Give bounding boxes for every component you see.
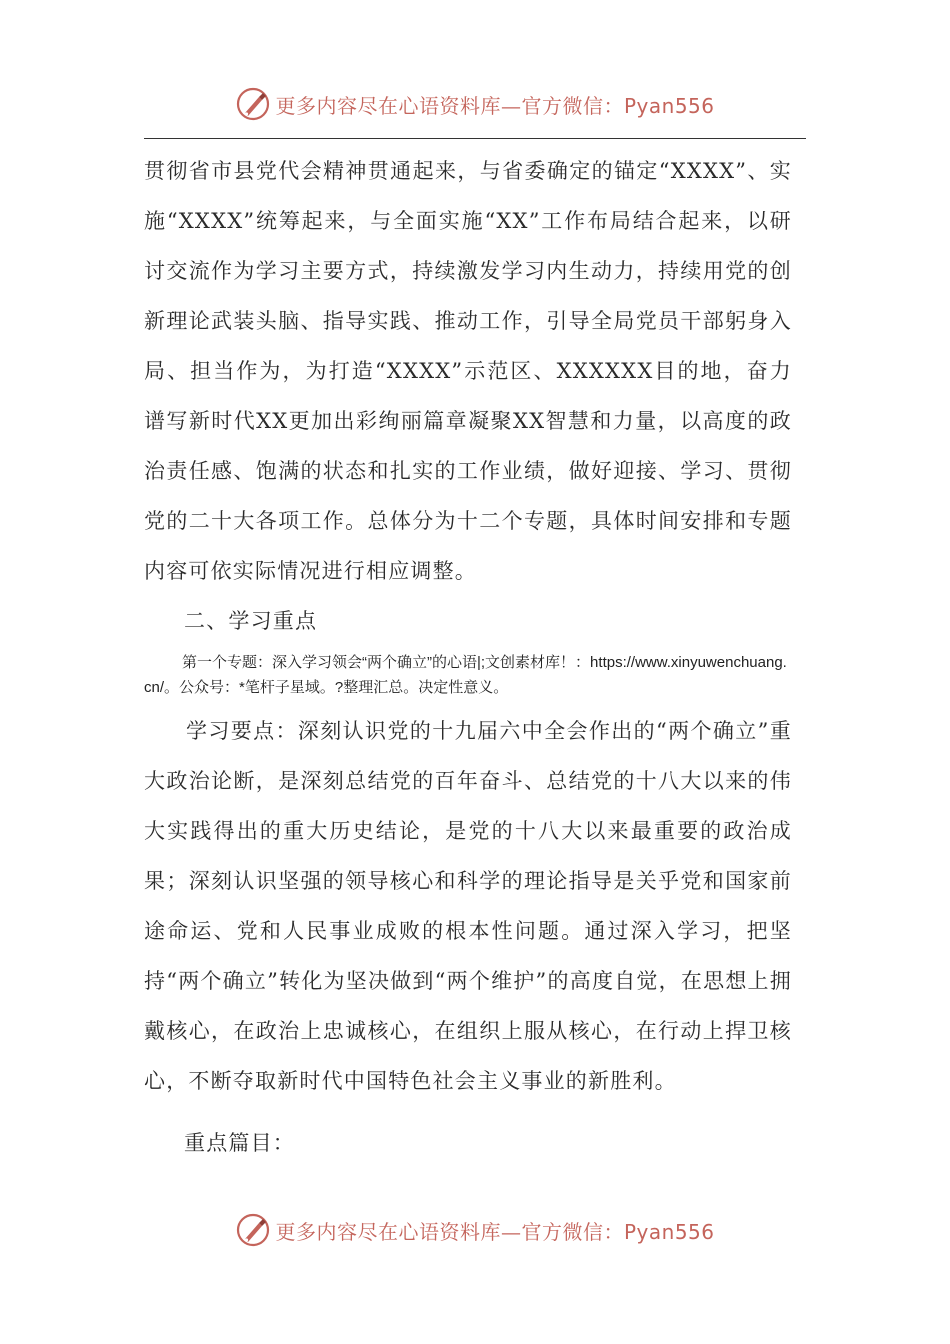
paragraph-intro: 贯彻省市县党代会精神贯通起来，与省委确定的锚定“XXXX”、实施“XXXX”统筹起来，与全面实施“XX”工作布局结合起来，以研讨交流作为学习主要方式，持续激发学习内生动力，持续用党的创新理论武装头脑、指导实践、推动工作，引导全局党员干部躬身入局、担当作为，为打造“XXXX”示范区、XXXXXX目的地，奋力谱写新时代XX更加出彩绚丽篇章凝聚XX智慧和力量，以高度的政治责任感、饱满的状态和扎实的工作业绩，做好迎接、学习、贯彻党的二十大各项工作。总体分为十二个专题，具体时间安排和专题内容可依实际情况进行相应调整。	[144, 159, 792, 583]
document-body	[144, 146, 792, 1168]
pen-logo-icon	[235, 1212, 271, 1248]
banner-label: 更多内容尽在心语资料库—官方微信：	[275, 1219, 624, 1244]
wechat-id: Pyan556	[623, 1219, 715, 1244]
pen-logo-icon	[235, 86, 271, 122]
topic-line: 第一个专题：深入学习领会“两个确立”的心语|;文创素材库！：https://www.xinyuwenchuang.cn/。公众号：*笔杆子星域。?整理汇总。决定性意义。	[144, 654, 787, 696]
header-banner	[0, 84, 950, 124]
footer-banner	[0, 1210, 950, 1250]
wechat-id: Pyan556	[623, 93, 715, 118]
banner-text	[275, 90, 714, 119]
paragraph-key-points: 学习要点：深刻认识党的十九届六中全会作出的“两个确立”重大政治论断，是深刻总结党的百年奋斗、总结党的十八大以来的伟大实践得出的重大历史结论，是党的十八大以来最重要的政治成果；深刻认识坚强的领导核心和科学的理论指导是关乎党和国家前途命运、党和人民事业成败的根本性问题。通过深入学习，把坚持“两个确立”转化为坚决做到“两个维护”的高度自觉，在思想上拥戴核心，在政治上忠诚核心，在组织上服从核心，在行动上捍卫核心，不断夺取新时代中国特色社会主义事业的新胜利。	[144, 719, 792, 1093]
header-divider	[144, 138, 806, 139]
banner-text	[275, 1216, 714, 1245]
section-heading: 二、学习重点	[184, 609, 318, 633]
banner-label: 更多内容尽在心语资料库—官方微信：	[275, 93, 624, 118]
key-articles-label: 重点篇目：	[184, 1131, 295, 1155]
